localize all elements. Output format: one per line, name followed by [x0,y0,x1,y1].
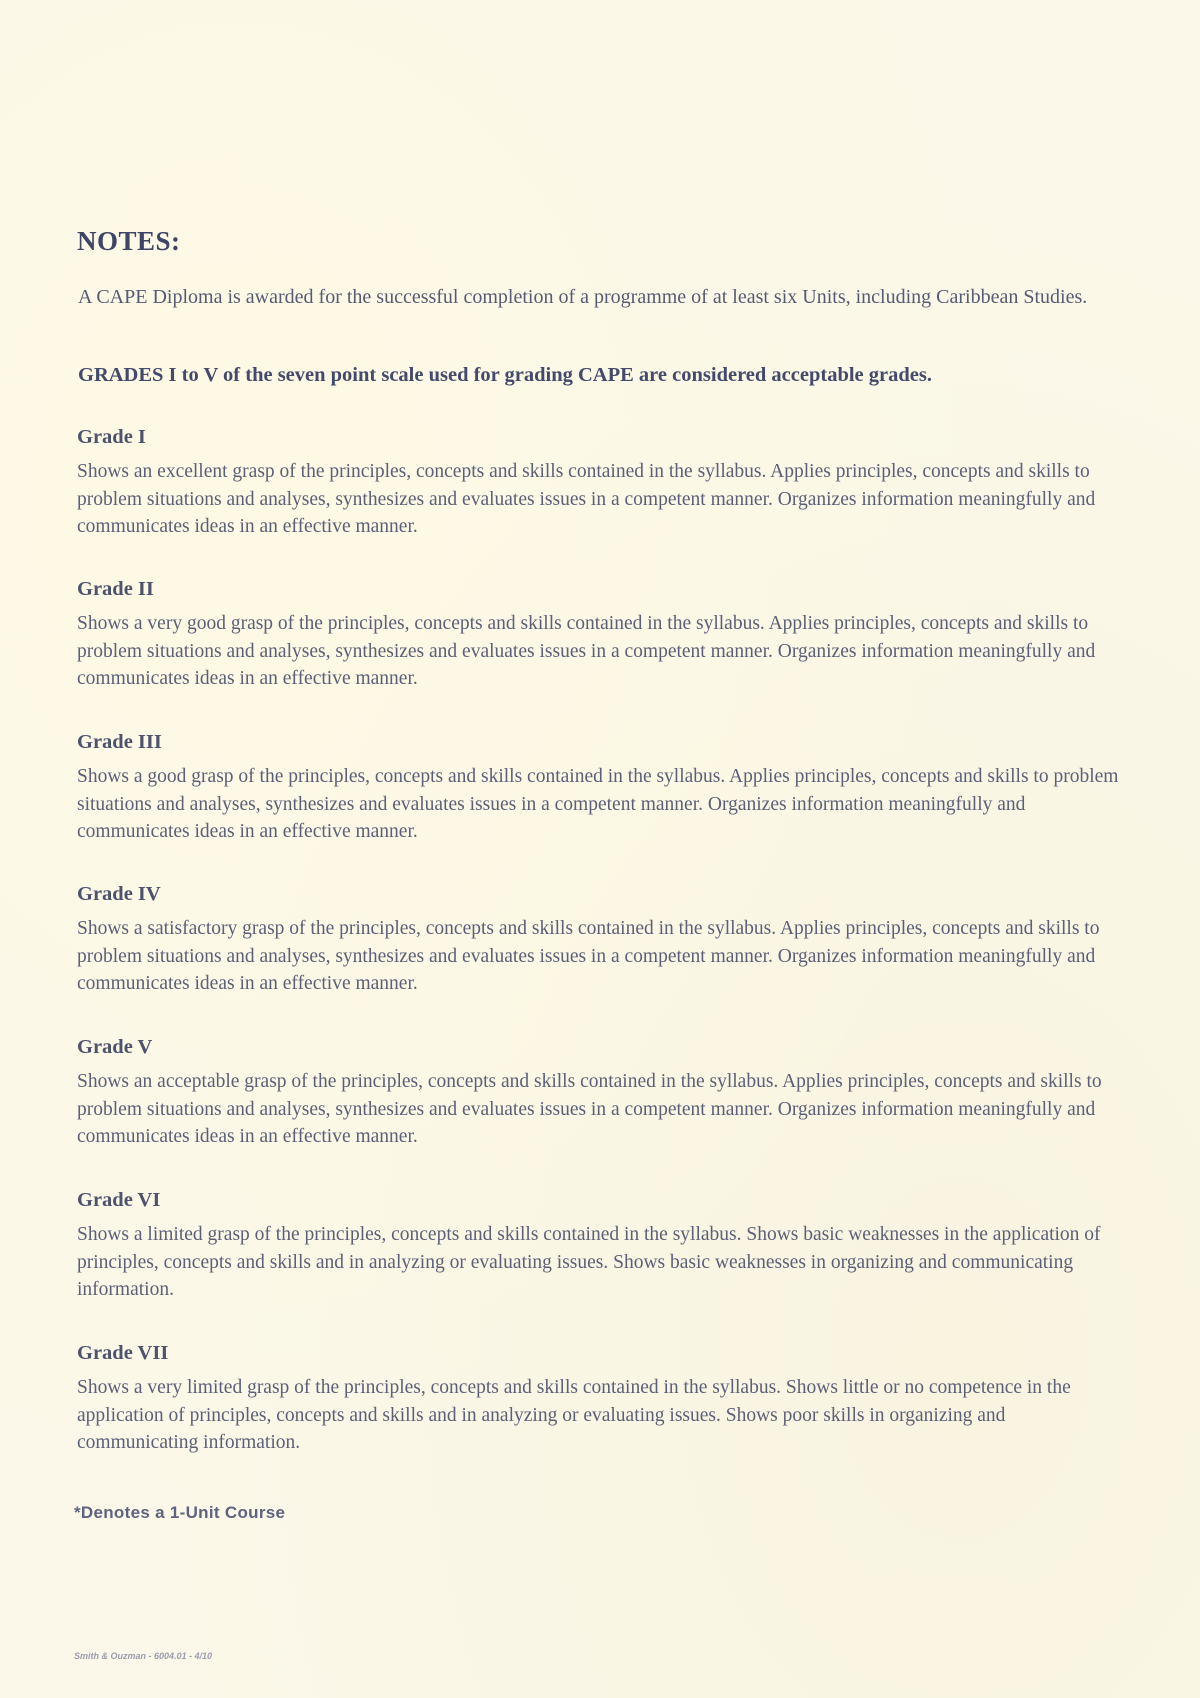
grade-description: Shows a very limited grasp of the principles, concepts and skills contained in the syllabus. Shows little or no competence in the application of principles, concepts and skills and in analyzing or evaluating issues. Shows poor skills in organizing and communicating information. [77,1377,1071,1453]
grade-section-3 [77,731,1122,846]
grade-title: Grade II [77,578,154,600]
grade-title: Grade I [77,426,146,448]
grade-description: Shows a limited grasp of the principles, concepts and skills contained in the syllabus. Shows basic weaknesses in the application of principles, concepts and skills and in analyzing or evaluating issues. Shows basic weaknesses in organizing and communicating information. [77,1224,1101,1300]
grade-section-1 [77,426,1122,541]
grade-description: Shows an acceptable grasp of the principles, concepts and skills contained in the syllabus. Applies principles, concepts and skills to problem situations and analyses, synthesizes and evaluates issues in a competent manner. Organizes information meaningfully and communicates ideas in an effective manner. [77,1071,1102,1147]
grade-title: Grade VI [77,1189,161,1211]
grade-section-2 [77,578,1122,693]
grade-section-7 [77,1342,1122,1457]
grade-title: Grade VII [77,1342,169,1364]
acceptable-grades-note: GRADES I to V of the seven point scale used for grading CAPE are considered acceptable grades. [78,364,932,386]
grade-description: Shows an excellent grasp of the principles, concepts and skills contained in the syllabus. Applies principles, concepts and skills to problem situations and analyses, synthesizes and evaluates issues in a competent manner. Organizes information meaningfully and communicates ideas in an effective manner. [77,461,1096,537]
grade-section-4 [77,883,1122,998]
grade-section-6 [77,1189,1122,1304]
diploma-intro-paragraph: A CAPE Diploma is awarded for the successful completion of a programme of at least six Units, including Caribbean Studies. [78,286,1088,308]
printer-mark: Smith & Ouzman - 6004.01 - 4/10 [74,1651,213,1661]
grade-title: Grade V [77,1036,153,1058]
grade-description: Shows a very good grasp of the principles, concepts and skills contained in the syllabus. Applies principles, concepts and skills to problem situations and analyses, synthesizes and evaluates issues in a competent manner. Organizes information meaningfully and communicates ideas in an effective manner. [77,613,1096,689]
grade-section-5 [77,1036,1122,1151]
grade-title: Grade IV [77,883,161,905]
grade-description: Shows a good grasp of the principles, concepts and skills contained in the syllabus. Applies principles, concepts and skills to problem situations and analyses, synthesizes and evaluates issues in a competent manner. Organizes information meaningfully and communicates ideas in an effective manner. [77,766,1119,842]
grade-title: Grade III [77,731,162,753]
unit-course-footnote: *Denotes a 1-Unit Course [74,1503,286,1522]
grade-description: Shows a satisfactory grasp of the principles, concepts and skills contained in the syllabus. Applies principles, concepts and skills to problem situations and analyses, synthesizes and evaluates issues in a competent manner. Organizes information meaningfully and communicates ideas in an effective manner. [77,918,1100,994]
notes-title: NOTES: [77,226,181,256]
